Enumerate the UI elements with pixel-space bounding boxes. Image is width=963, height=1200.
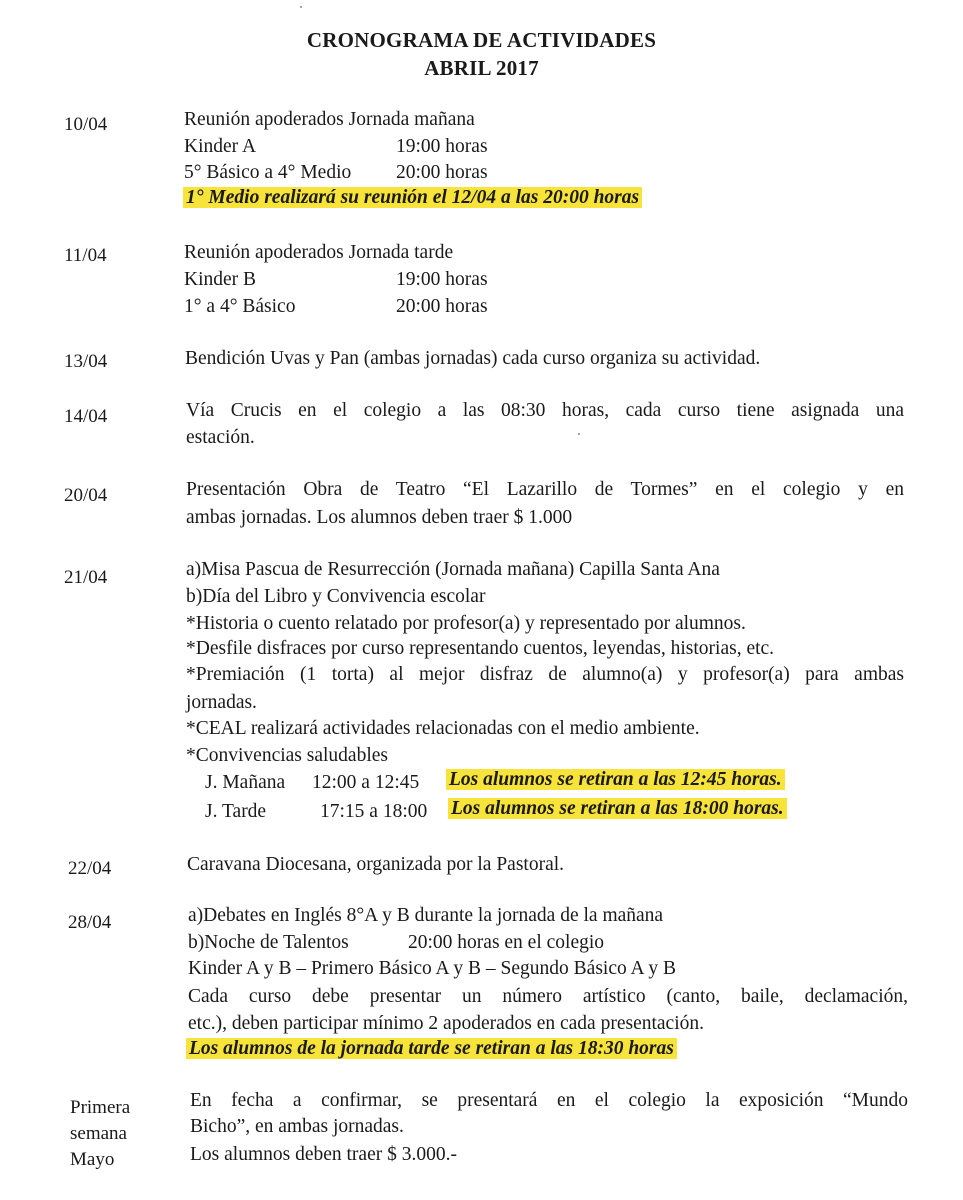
entry-line: *Premiación (1 torta) al mejor disfraz de alumno(a) y profesor(a) para ambas [186, 664, 904, 685]
entry-line: Presentación Obra de Teatro “El Lazarillo de Tormes” en el colegio y en [186, 479, 904, 500]
scan-speck [578, 433, 580, 435]
entry-line: jornadas. [186, 692, 257, 713]
entry-date: 21/04 [64, 567, 108, 588]
entry-time: 20:00 horas [396, 296, 488, 317]
entry-line: etc.), deben participar mínimo 2 apoderados en cada presentación. [188, 1013, 704, 1034]
entry-line: *CEAL realizará actividades relacionadas con el medio ambiente. [186, 718, 700, 739]
entry-line: a)Debates en Inglés 8°A y B durante la jornada de la mañana [188, 905, 664, 926]
entry-date: 10/04 [64, 114, 108, 135]
entry-time: 20:00 horas en el colegio [408, 932, 605, 953]
entry-line: b)Día del Libro y Convivencia escolar [186, 586, 486, 607]
entry-date: Mayo [70, 1149, 115, 1170]
entry-line: Bendición Uvas y Pan (ambas jornadas) cada curso organiza su actividad. [185, 348, 761, 369]
entry-line: 1° a 4° Básico [184, 296, 296, 317]
entry-line: Cada curso debe presentar un número artístico (canto, baile, declamación, [188, 986, 908, 1007]
schedule-time: 17:15 a 18:00 [320, 801, 428, 822]
entry-line: Kinder A [184, 136, 257, 157]
document-subtitle: ABRIL 2017 [424, 56, 539, 80]
entry-date: 22/04 [68, 858, 112, 879]
entry-date: 14/04 [64, 406, 108, 427]
entry-time: 20:00 horas [396, 162, 488, 183]
entry-line: b)Noche de Talentos [188, 932, 349, 953]
entry-line: En fecha a confirmar, se presentará en el colegio la exposición “Mundo [190, 1090, 908, 1111]
entry-line: estación. [186, 427, 255, 448]
entry-date: 13/04 [64, 351, 108, 372]
entry-line: Kinder B [184, 269, 257, 290]
schedule-time: 12:00 a 12:45 [312, 772, 420, 793]
schedule-label: J. Tarde [205, 801, 267, 822]
entry-line: ambas jornadas. Los alumnos deben traer $ 1.000 [186, 507, 573, 528]
entry-line: Kinder A y B – Primero Básico A y B – Segundo Básico A y B [188, 958, 677, 979]
entry-time: 19:00 horas [396, 269, 488, 290]
entry-line: Bicho”, en ambas jornadas. [190, 1116, 404, 1137]
entry-date: 28/04 [68, 912, 112, 933]
entry-line: Reunión apoderados Jornada mañana [184, 109, 475, 130]
entry-line: a)Misa Pascua de Resurrección (Jornada mañana) Capilla Santa Ana [186, 559, 720, 580]
entry-line: 5° Básico a 4° Medio [184, 162, 352, 183]
entry-line: Vía Crucis en el colegio a las 08:30 horas, cada curso tiene asignada una [186, 400, 904, 421]
highlighted-note: Los alumnos de la jornada tarde se retiran a las 18:30 horas [186, 1038, 677, 1059]
entry-line: *Desfile disfraces por curso representando cuentos, leyendas, historias, etc. [186, 638, 775, 659]
entry-date: Primera [70, 1097, 131, 1118]
highlighted-note: 1° Medio realizará su reunión el 12/04 a las 20:00 horas [183, 187, 642, 208]
entry-line: *Historia o cuento relatado por profesor(a) y representado por alumnos. [186, 613, 746, 634]
schedule-label: J. Mañana [205, 772, 286, 793]
entry-line: *Convivencias saludables [186, 745, 388, 766]
entry-time: 19:00 horas [396, 136, 488, 157]
highlighted-note: Los alumnos se retiran a las 18:00 horas. [448, 798, 787, 819]
scan-speck [300, 6, 302, 8]
highlighted-note: Los alumnos se retiran a las 12:45 horas. [446, 769, 785, 790]
document-title: CRONOGRAMA DE ACTIVIDADES [306, 28, 657, 52]
entry-line: Reunión apoderados Jornada tarde [184, 242, 454, 263]
entry-line: Caravana Diocesana, organizada por la Pastoral. [187, 854, 565, 875]
entry-date: 11/04 [64, 245, 107, 266]
entry-date: 20/04 [64, 485, 108, 506]
entry-line: Los alumnos deben traer $ 3.000.- [190, 1144, 457, 1165]
entry-date: semana [70, 1123, 127, 1144]
